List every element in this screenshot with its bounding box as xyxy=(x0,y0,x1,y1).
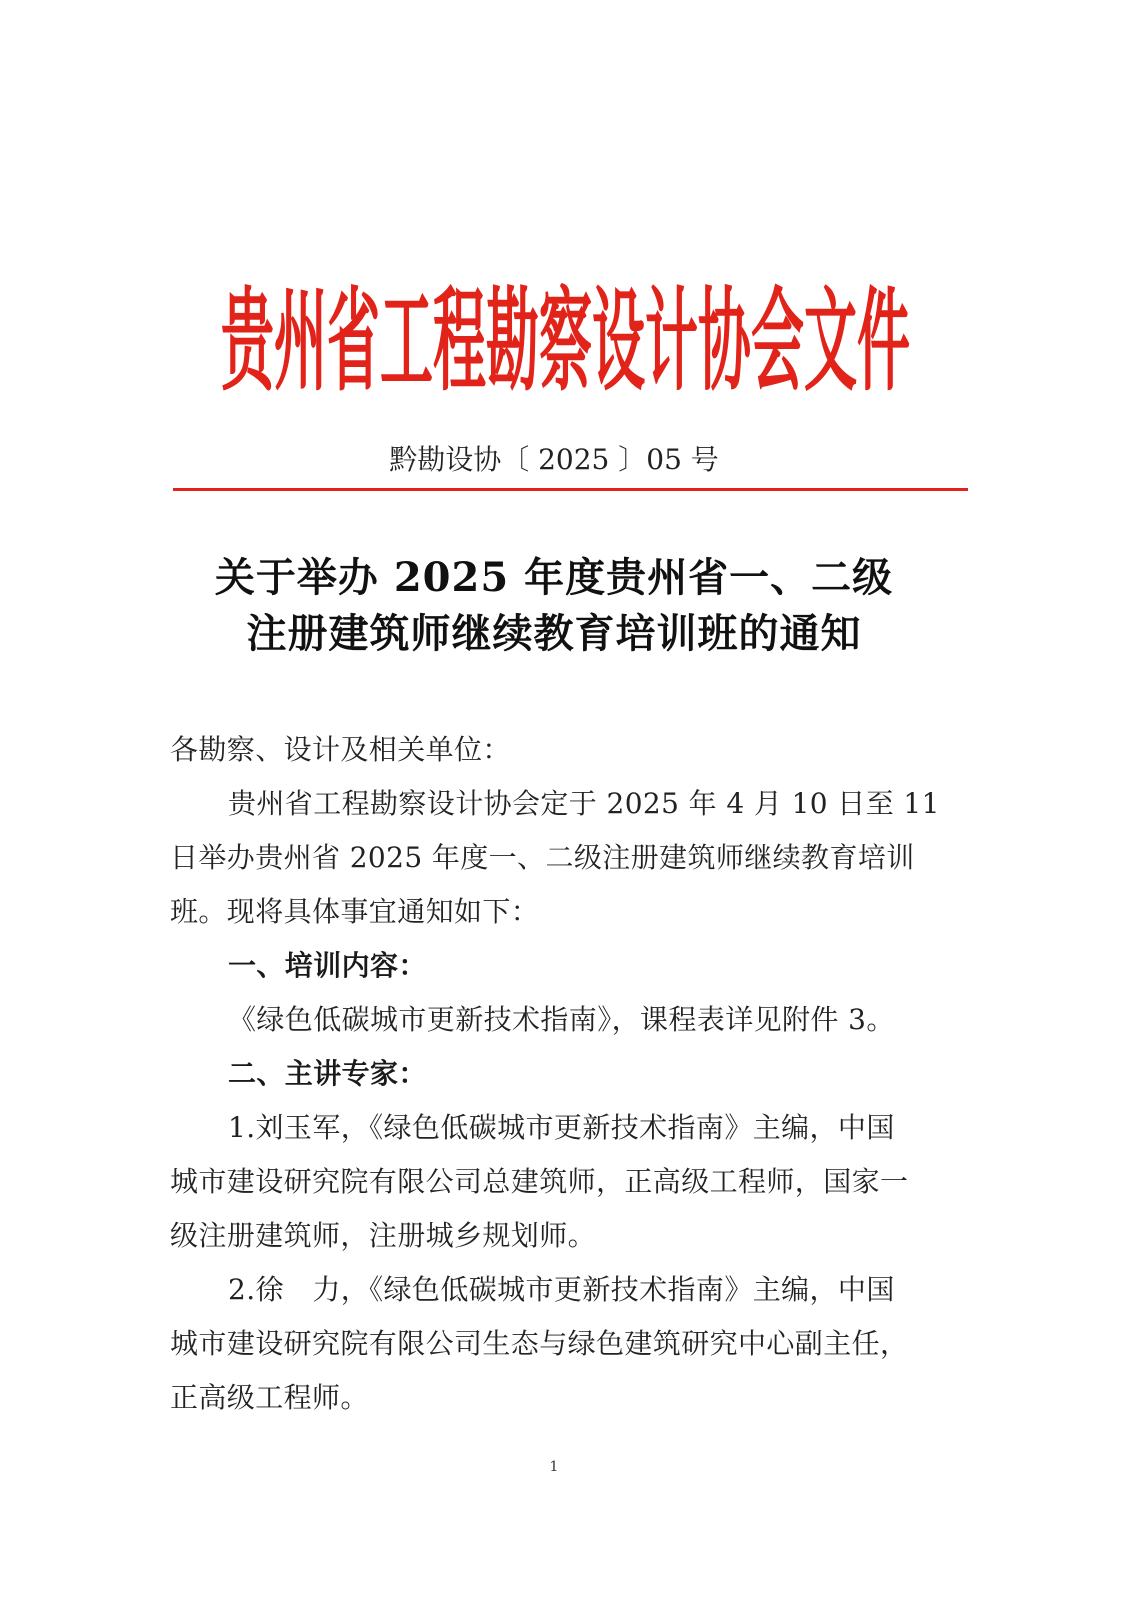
expert-entry-line: 级注册建筑师，注册城乡规划师。 xyxy=(170,1219,597,1252)
expert-entry-line: 城市建设研究院有限公司总建筑师，正高级工程师，国家一 xyxy=(170,1165,909,1198)
red-separator-line xyxy=(173,488,968,491)
intro-paragraph-line: 贵州省工程勘察设计协会定于 2025 年 4 月 10 日至 11 xyxy=(228,787,940,820)
salutation: 各勘察、设计及相关单位： xyxy=(170,733,511,766)
notice-title-line: 注册建筑师继续教育培训班的通知 xyxy=(246,610,862,657)
page-number: 1 xyxy=(549,1459,559,1475)
notice-title xyxy=(170,550,938,662)
training-content-text: 《绿色低碳城市更新技术指南》，课程表详见附件 3。 xyxy=(228,1003,895,1036)
expert-entry-line: 1.刘玉军，《绿色低碳城市更新技术指南》主编，中国 xyxy=(228,1111,895,1144)
expert-entry-line: 2.徐 力，《绿色低碳城市更新技术指南》主编，中国 xyxy=(228,1273,895,1306)
intro-paragraph-line: 班。现将具体事宜通知如下： xyxy=(170,895,540,928)
section-heading-training-content: 一、培训内容： xyxy=(228,949,427,982)
intro-paragraph-line: 日举办贵州省 2025 年度一、二级注册建筑师继续教育培训 xyxy=(170,841,915,874)
notice-title-line: 关于举办 2025 年度贵州省一、二级 xyxy=(214,554,894,601)
issuing-body-banner: 贵州省工程勘察设计协会文件 xyxy=(221,276,910,407)
section-heading-lecturers: 二、主讲专家： xyxy=(228,1057,427,1090)
notice-body xyxy=(170,723,938,1425)
document-number: 黔勘设协〔 2025 〕05 号 xyxy=(389,443,719,476)
expert-entry-line: 城市建设研究院有限公司生态与绿色建筑研究中心副主任， xyxy=(170,1327,909,1360)
expert-entry-line: 正高级工程师。 xyxy=(170,1381,369,1414)
